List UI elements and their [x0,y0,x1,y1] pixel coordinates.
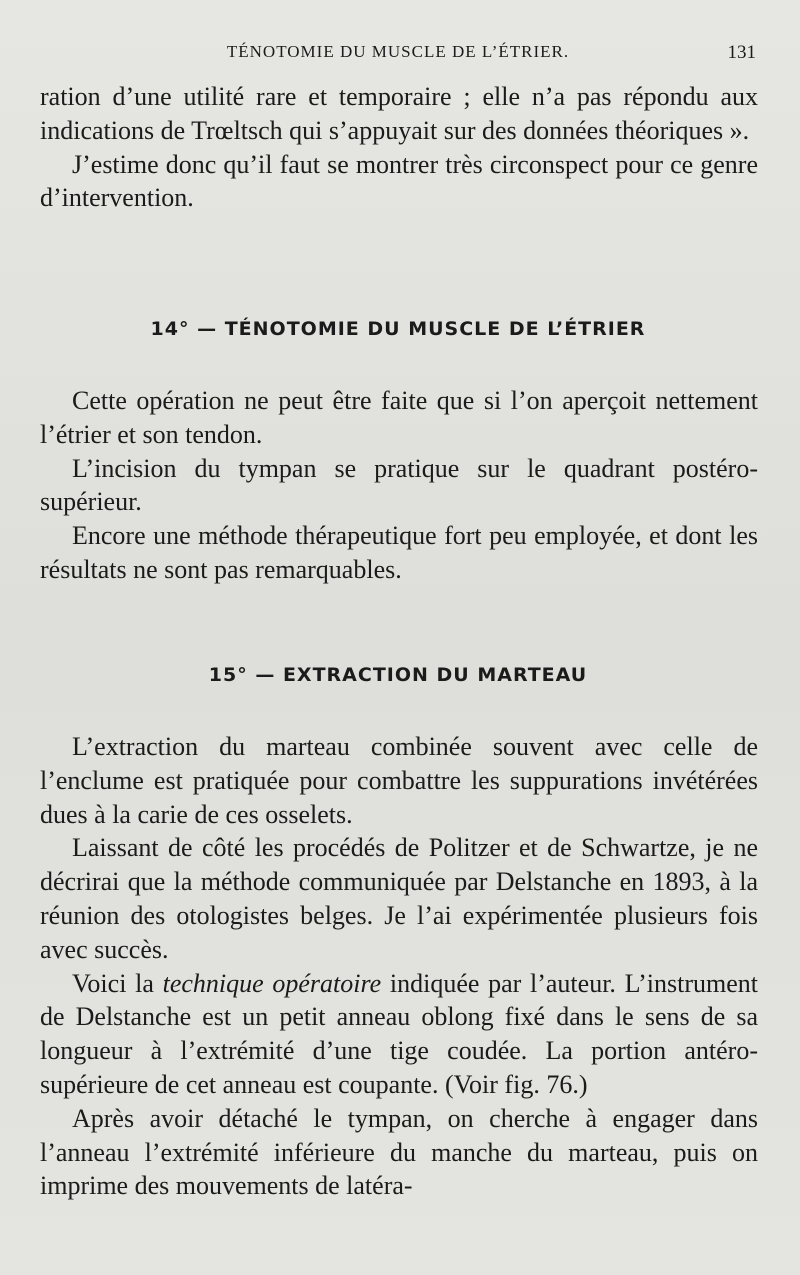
running-head [40,38,756,68]
paragraph: L’incision du tympan se pratique sur le quadrant postéro-supérieur. [40,453,758,517]
section-15-body [40,730,758,1203]
section-heading-14: 14° — TÉNOTOMIE DU MUSCLE DE L’ÉTRIER [150,318,646,340]
paragraph: J’estime donc qu’il faut se montrer très circonspect pour ce genre d’intervention. [40,149,758,213]
paragraph: Après avoir détaché le tympan, on cherche à engager dans l’anneau l’extrémité inférieure du manche du marteau, puis on imprime des mouvements de latéra- [40,1103,758,1201]
italic-term: technique opératoire [162,968,382,998]
running-title: TÉNOTOMIE DU MUSCLE DE L’ÉTRIER. [226,42,570,61]
text-run: Voici la [72,968,163,998]
paragraph: Cette opération ne peut être faite que si l’on aperçoit nettement l’étrier et son tendon. [40,386,758,449]
text-run: indiquée par l’auteur. L’instrument de Delstanche est un petit anneau oblong fixé dans le sens de sa longueur à l’extrémité d’une tige coudée. La portion antéro-supérieure de cet anneau est coupante. (Voir fig. 76.) [40,968,758,1099]
paragraph: Laissant de côté les procédés de Politzer et de Schwartze, je ne décrirai que la méthode communiquée par Delstanche en 1893, à la réunion des otologistes belges. Je l’ai expérimentée plusieurs fois avec succès. [40,833,758,964]
continuation-block [40,80,758,215]
section-14-body [40,384,758,587]
paragraph: ration d’une utilité rare et temporaire ; elle n’a pas répondu aux indications de Trœltsch qui s’appuyait sur des données théoriques ». [40,82,758,145]
section-heading-15: 15° — EXTRACTION DU MARTEAU [208,664,588,686]
paragraph: L’extraction du marteau combinée souvent avec celle de l’enclume est pratiquée pour combattre les suppurations invétérées dues à la carie de ces osselets. [40,732,758,829]
page-number: 131 [727,42,756,63]
paragraph: Encore une méthode thérapeutique fort peu employée, et dont les résultats ne sont pas remarquables. [40,521,758,584]
paragraph [40,967,758,1102]
